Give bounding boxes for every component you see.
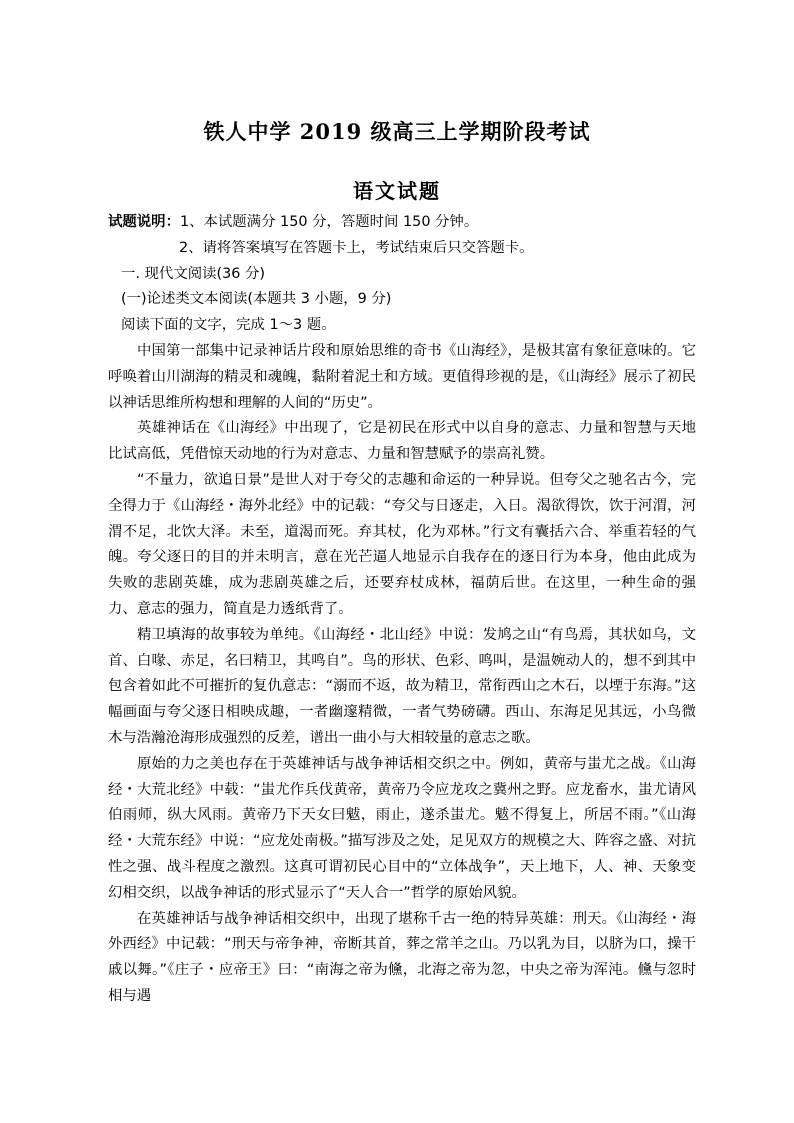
exam-subtitle: 语文试题 (353, 179, 441, 203)
paragraph-4: 精卫填海的故事较为单纯。《山海经・北山经》中说：发鸠之山“有鸟焉，其状如乌，文首、白喙、赤足，名曰精卫，其鸣自”。鸟的形状、色彩、鸣叫，是温婉动人的，想不到其中包含着如此不可摧折的复仇意志：“溺而不返，故为精卫，常衔西山之木石，以堙于东海。”这幅画面与夸父逐日相映成趣，一者幽邃精微，一者气势磅礴。西山、东海足见其远，小鸟微木与浩瀚沧海形成强烈的反差，谱出一曲小与大相较量的意志之歌。 (108, 626, 696, 746)
test-note-1: 1、本试题满分 150 分，答题时间 150 分钟。 (179, 214, 479, 230)
section-heading: 一. 现代文阅读(36 分) (121, 265, 265, 282)
exam-content (108, 210, 696, 1010)
paragraph-6: 在英雄神话与战争神话相交织中，出现了堪称千古一绝的特异英雄：刑天。《山海经・海外西经》中记载：“刑天与帝争神，帝断其首，葬之常羊之山。乃以乳为目，以脐为口，操干戚以舞。”《庄子・应帝王》曰：“南海之帝为儵，北海之帝为忽，中央之帝为浑沌。儵与忽时相与遇 (108, 910, 696, 1004)
paragraph-1: 中国第一部集中记录神话片段和原始思维的奇书《山海经》，是极其富有象征意味的。它呼唤着山川湖海的精灵和魂魄，黏附着泥土和方域。更值得珍视的是，《山海经》展示了初民以神话思维所构想和理解的人间的“历史”。 (108, 342, 696, 411)
subsection-heading: (一)论述类文本阅读(本题共 3 小题，9 分) (121, 291, 392, 308)
test-notes-label: 试题说明： (108, 214, 180, 230)
exam-title: 铁人中学 2019 级高三上学期阶段考试 (203, 119, 591, 144)
paragraph-3: “不量力，欲追日景”是世人对于夸父的志趣和命运的一种异说。但夸父之驰名古今，完全得力于《山海经・海外北经》中的记载：“夸父与日逐走，入日。渴欲得饮，饮于河渭，河渭不足，北饮大泽。未至，道渴而死。弃其杖，化为邓林。”行文有囊括六合、举重若轻的气魄。夸父逐日的目的并未明言，意在光芒逼人地显示自我存在的逐日行为本身，他由此成为失败的悲剧英雄，成为悲剧英雄之后，还要弃杖成林，福荫后世。在这里，一种生命的强力、意志的强力，简直是力透纸背了。 (108, 471, 696, 617)
paragraph-5: 原始的力之美也存在于英雄神话与战争神话相交织之中。例如，黄帝与蚩尤之战。《山海经・大荒北经》中载：“蚩尤作兵伐黄帝，黄帝乃令应龙攻之冀州之野。应龙畜水，蚩尤请风伯雨师，纵大风雨。黄帝乃下天女曰魃，雨止，遂杀蚩尤。魃不得复上，所居不雨。”《山海经・大荒东经》中说：“应龙处南极。”描写涉及之处，足见双方的规模之大、阵容之盛、对抗性之强、战斗程度之激烈。这真可谓初民心目中的“立体战争”，天上地下，人、神、天象变幻相交织，以战争神话的形式显示了“天人合一”哲学的原始风貌。 (108, 755, 696, 901)
test-note-2: 2、请将答案填写在答题卡上，考试结束后只交答题卡。 (179, 239, 534, 256)
test-notes-line-1 (108, 210, 696, 236)
reading-instruction: 阅读下面的文字，完成 1～3 题。 (121, 317, 336, 334)
paragraph-2: 英雄神话在《山海经》中出现了，它是初民在形式中以自身的意志、力量和智慧与天地比试高低，凭借惊天动地的行为对意志、力量和智慧赋予的崇高礼赞。 (108, 420, 696, 463)
